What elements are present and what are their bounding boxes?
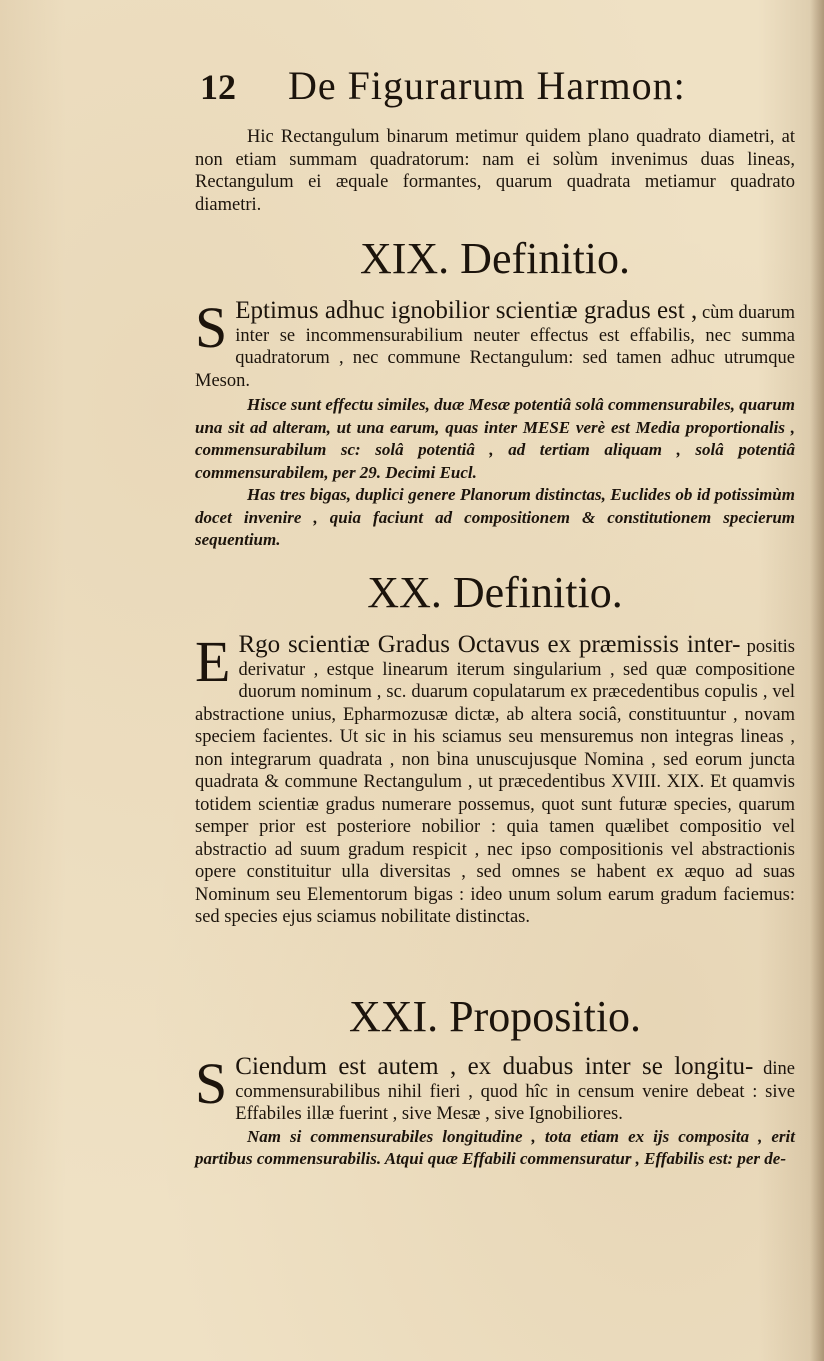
lead-line: Ciendum est autem , ex duabus inter se longitu- [235,1053,754,1080]
running-head [200,62,760,112]
running-title: De Figurarum Harmon: [288,63,686,108]
body-text: dine commensurabilibus nihil fieri , quod hîc in censum venire debeat : sive Effabiles illæ fuerint , sive Mesæ , sive Ignobiliores. [235,1059,795,1124]
section-heading-xix: XIX. Definitio. [359,234,631,283]
body-text: cùm duarum inter se incommensurabilium neuter effectus est effabilis, nec summa quadratorum , nec commune Rectangulum: sed tamen adhuc utrumque Meson. [195,303,795,391]
section-heading-xxi: XXI. Propositio. [348,992,642,1041]
page-edge-shadow [810,0,824,1361]
section-body-xx [195,629,795,929]
initial-letter: E [195,629,231,694]
note-paragraph: Nam si commensurabiles longitudine , tota etiam ex ijs composita , erit partibus commensurabilis. Atqui quæ Effabili commensuratur , Effabilis est: per de- [195,1126,795,1168]
initial-letter: S [195,1051,228,1116]
section-body-xix [195,295,795,552]
body-text: positis derivatur , estque linearum iterum singularium , sed quæ compositione duorum nominum , sc. duarum copulatarum ex præcedentibus copulis , vel abstractione unius, Epharmozusæ dictæ, ab altera sociâ, constituuntur , novam speciem facientes. Ut sic in his sciamus seu mensuremus non integras lineas , non integrarum quadrata , non bina unuscujusque Nomina , sed eorum juncta quadrata & commune Rectangulum , ut præcedentibus XVIII. XIX. Et quamvis totidem scientiæ gradus numerare possemus, quot sunt futuræ species, quarum semper prior est posteriore nobilior : quia tamen quælibet compositio vel abstractio ad suum gradum respicit , nec ipso compositionis vel abstractionis opere constituitur ulla diversitas , sed omnes se habent ex æquo ad suas Nominum seu Elementorum bigas : ideo unum solum earum gradum faciemus: sed species ejus sciamus nobilitate distinctas. [195,637,795,927]
lead-line: Rgo scientiæ Gradus Octavus ex præmissis inter- [238,631,741,658]
section-body-xxi [195,1051,795,1171]
lead-line: Eptimus adhuc ignobilior scientiæ gradus est , [235,297,698,324]
note-paragraph: Has tres bigas, duplici genere Planorum distinctas, Euclides ob id potissimùm docet invenire , quia faciunt ad compositionem & constitutionem specierum sequentium. [195,485,795,549]
opening-paragraph [195,126,795,216]
initial-letter: S [195,295,228,360]
section-heading-xx: XX. Definitio. [367,568,623,617]
note-paragraph: Hisce sunt effectu similes, duæ Mesæ potentiâ solâ commensurabiles, quarum una sit ad alteram, ut una earum, quas inter MESE verè est Media proportionalis , commensurabilum sc: solâ potentiâ , ad tertiam aliquam , solâ potentiâ commensurabilem, per 29. Decimi Eucl. [195,395,795,482]
opening-paragraph-text: Hic Rectangulum binarum metimur quidem plano quadrato diametri, at non etiam summam quadratorum: nam ei solùm invenimus duas lineas, Rectangulum ei æquale formantes, quarum quadrata metiamur quadrato diametri. [195,127,795,215]
page-number: 12 [200,67,236,107]
